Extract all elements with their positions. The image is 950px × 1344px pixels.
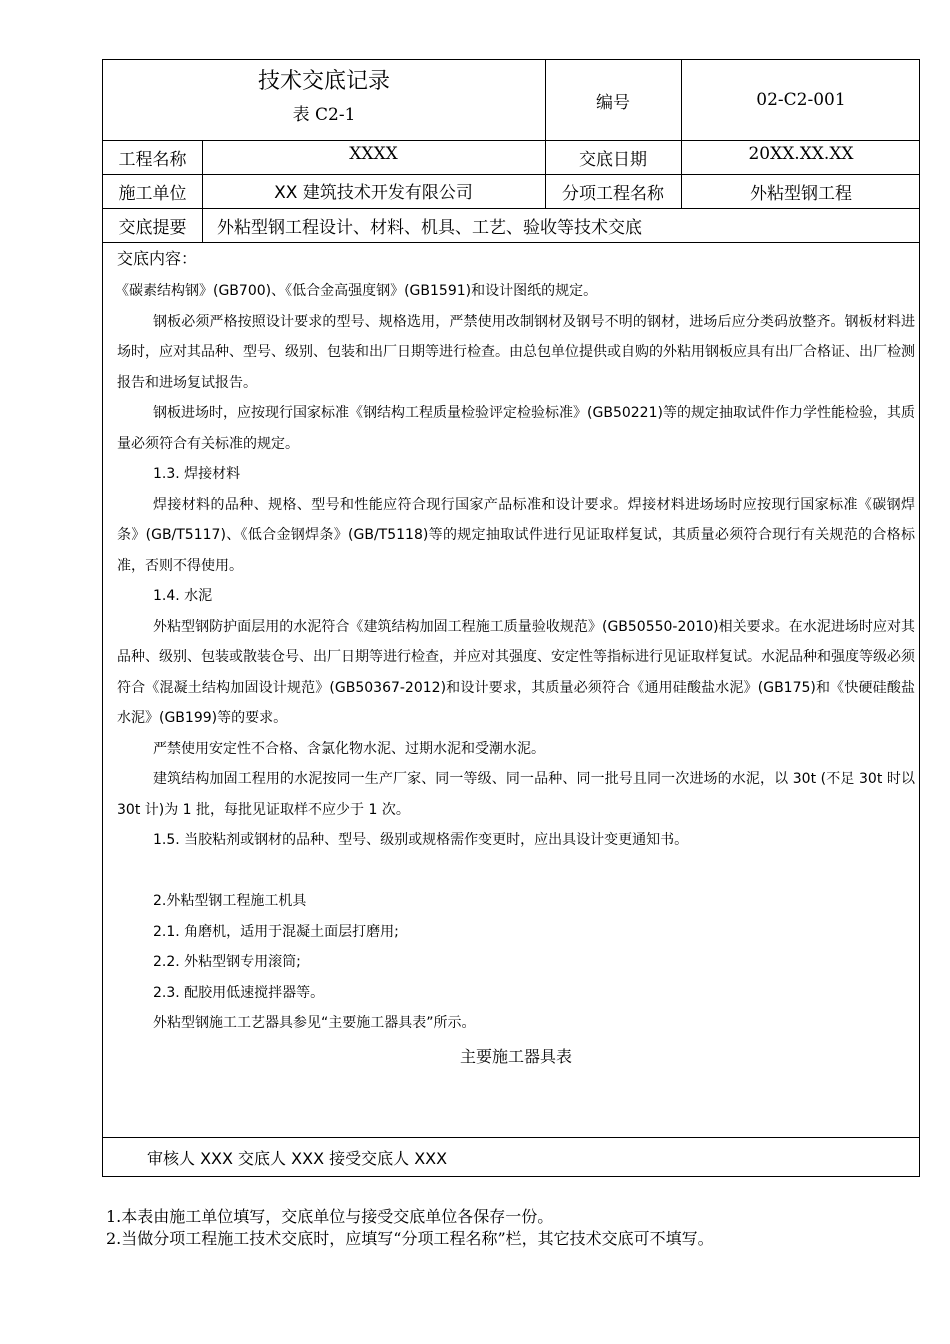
form-number: 表 C2-1 xyxy=(292,105,356,125)
content-paragraph: 钢板必须严格按照设计要求的型号、规格选用，严禁使用改制钢材及钢号不明的钢材，进场后应分类码放整齐。钢板材料进场时，应对其品种、型号、级别、包装和出厂日期等进行检查。由总包单位提供或自购的外粘用钢板应具有出厂合格证、出厂检测报告和进场复试报告。 xyxy=(117,313,915,391)
spacer xyxy=(117,856,915,887)
content-paragraph: 焊接材料的品种、规格、型号和性能应符合现行国家产品标准和设计要求。焊接材料进场场时应按现行国家标准《碳钢焊条》(GB/T5117)、《低合金钢焊条》(GB/T5118)等的规定抽取试件进行见证取样复试，其质量必须符合现行有关规范的合格标准，否则不得使用。 xyxy=(117,496,915,574)
content-paragraph: 钢板进场时，应按现行国家标准《钢结构工程质量检验评定检验标准》(GB50221)等的规定抽取试件作力学性能检验，其质量必须符合有关标准的规定。 xyxy=(117,405,915,452)
form-title: 技术交底记录 xyxy=(257,69,390,94)
date-label: 交底日期 xyxy=(579,149,647,170)
content-paragraph: 1.5. 当胶粘剂或钢材的品种、型号、级别或规格需作变更时，应出具设计变更通知书。 xyxy=(153,832,689,848)
summary-label: 交底提要 xyxy=(118,217,187,238)
content-paragraph: 《碳素结构钢》(GB700)、《低合金高强度钢》(GB1591)和设计图纸的规定。 xyxy=(115,283,598,299)
content-paragraph: 严禁使用安定性不合格、含氯化物水泥、过期水泥和受潮水泥。 xyxy=(153,740,545,757)
subitem-label: 分项工程名称 xyxy=(562,183,664,204)
disclosure-content xyxy=(117,242,915,1072)
number-value: 02-C2-001 xyxy=(756,90,846,110)
content-label: 交底内容： xyxy=(117,249,198,268)
section-heading: 2.外粘型钢工程施工机具 xyxy=(153,893,307,909)
content-paragraph: 2.2. 外粘型钢专用滚筒; xyxy=(153,954,301,970)
signatures: 审核人 XXX 交底人 XXX 接受交底人 XXX xyxy=(147,1148,448,1168)
contractor-label: 施工单位 xyxy=(118,183,187,204)
subitem-value: 外粘型钢工程 xyxy=(750,183,852,204)
technical-disclosure-form xyxy=(102,59,920,1177)
project-name-label: 工程名称 xyxy=(118,149,187,170)
note-item: 1.本表由施工单位填写，交底单位与接受交底单位各保存一份。 xyxy=(106,1207,554,1226)
number-label: 编号 xyxy=(596,92,630,113)
content-paragraph: 2.3. 配胶用低速搅拌器等。 xyxy=(153,984,325,1001)
content-paragraph: 建筑结构加固工程用的水泥按同一生产厂家、同一等级、同一品种、同一批号且同一次进场的水泥，以 30t (不足 30t 时以 30t 计)为 1 批，每批见证取样不应少于 1 次。 xyxy=(117,771,915,818)
section-heading: 1.4. 水泥 xyxy=(153,588,213,604)
section-heading: 1.3. 焊接材料 xyxy=(153,466,241,482)
content-paragraph: 外粘型钢施工工艺器具参见“主要施工器具表”所示。 xyxy=(153,1015,476,1031)
date-value: 20XX.XX.XX xyxy=(748,144,854,164)
project-name-value: XXXX xyxy=(349,144,398,164)
summary-value: 外粘型钢工程设计、材料、机具、工艺、验收等技术交底 xyxy=(217,217,642,238)
note-item: 2.当做分项工程施工技术交底时，应填写“分项工程名称”栏，其它技术交底可不填写。 xyxy=(106,1229,714,1248)
form-notes xyxy=(106,1206,786,1250)
content-paragraph: 2.1. 角磨机，适用于混凝土面层打磨用; xyxy=(153,923,399,940)
contractor-value: XX 建筑技术开发有限公司 xyxy=(274,183,473,203)
equipment-table-heading: 主要施工器具表 xyxy=(459,1046,572,1066)
content-paragraph: 外粘型钢防护面层用的水泥符合《建筑结构加固工程施工质量验收规范》(GB50550-2010)相关要求。在水泥进场时应对其品种、级别、包装或散装仓号、出厂日期等进行检查，并应对其强度、安定性等指标进行见证取样复试。水泥品种和强度等级必须符合《混凝土结构加固设计规范》(GB50367-2012)和设计要求，其质量必须符合《通用硅酸盐水泥》(GB175)和《快硬硅酸盐水泥》(GB199)等的要求。 xyxy=(117,618,915,726)
